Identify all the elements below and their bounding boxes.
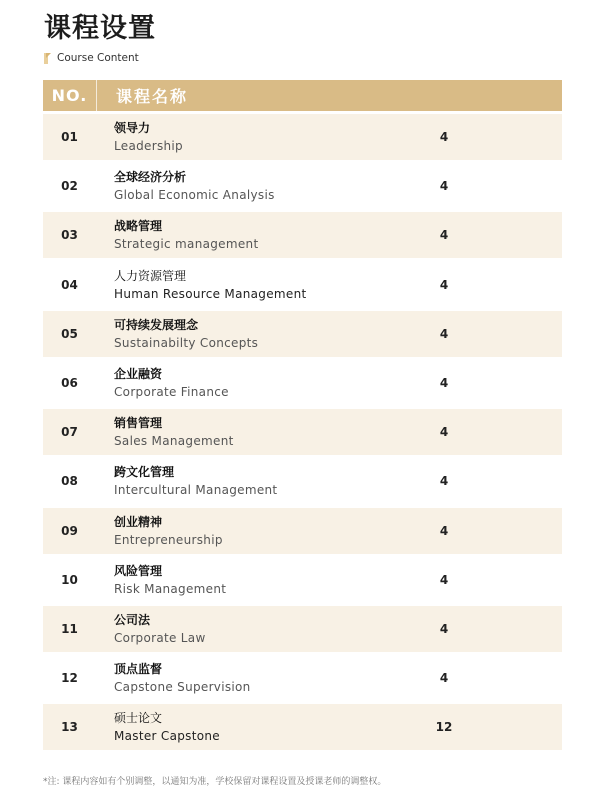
course-number: 03 <box>61 228 78 243</box>
course-credits: 4 <box>439 572 449 587</box>
table-row <box>43 557 562 603</box>
course-name-cn: 企业融资 <box>114 366 163 381</box>
course-credits: 4 <box>439 375 449 390</box>
course-name-cn: 创业精神 <box>114 514 163 529</box>
course-name <box>114 508 223 554</box>
course-number: 11 <box>61 621 78 636</box>
course-name <box>114 409 234 455</box>
table-row <box>43 163 562 209</box>
table-header <box>43 80 562 111</box>
course-name <box>114 557 226 603</box>
course-credits: 4 <box>439 671 449 686</box>
course-number: 10 <box>61 572 78 587</box>
course-number: 08 <box>61 474 78 489</box>
header-course-name: 课程名称 <box>116 87 189 106</box>
course-name-cn: 全球经济分析 <box>114 170 187 185</box>
course-credits: 4 <box>439 621 449 636</box>
course-table <box>43 80 562 753</box>
course-name <box>114 360 229 406</box>
course-name-cn: 风险管理 <box>114 563 163 578</box>
course-name <box>114 114 183 160</box>
course-number: 05 <box>61 326 78 341</box>
course-name <box>114 262 307 308</box>
course-number: 04 <box>61 277 78 292</box>
course-number: 12 <box>61 671 78 686</box>
course-name-cn: 顶点监督 <box>114 662 163 677</box>
course-name-en: Human Resource Management <box>114 286 307 301</box>
course-name-cn: 跨文化管理 <box>114 465 175 480</box>
course-name-cn: 战略管理 <box>114 219 163 234</box>
course-credits: 4 <box>439 425 449 440</box>
course-name-en: Risk Management <box>114 581 227 596</box>
course-name-cn: 公司法 <box>114 612 151 627</box>
table-row <box>43 212 562 258</box>
course-number: 02 <box>61 179 78 194</box>
course-name-en: Sales Management <box>114 434 234 449</box>
table-row <box>43 606 562 652</box>
course-name-cn: 人力资源管理 <box>114 268 187 283</box>
table-row <box>43 114 562 160</box>
table-row <box>43 360 562 406</box>
course-credits: 4 <box>439 326 449 341</box>
course-name-en: Leadership <box>114 139 183 153</box>
course-number: 07 <box>61 425 78 440</box>
course-credits: 12 <box>435 720 453 735</box>
course-number: 06 <box>61 375 78 390</box>
course-name <box>114 311 258 357</box>
course-credits: 4 <box>439 277 449 292</box>
course-name-cn: 领导力 <box>114 121 151 135</box>
course-name-en: Capstone Supervision <box>114 680 251 695</box>
course-credits: 4 <box>439 474 449 489</box>
course-name <box>114 606 206 652</box>
course-name-en: Sustainabilty Concepts <box>114 335 259 350</box>
subtitle <box>44 51 139 65</box>
course-name-en: Corporate Finance <box>114 384 229 399</box>
course-name <box>114 655 251 701</box>
table-row <box>43 508 562 554</box>
course-name-cn: 硕士论文 <box>114 711 163 726</box>
course-credits: 4 <box>439 523 449 538</box>
corner-mark-icon <box>44 53 51 64</box>
table-row <box>43 262 562 308</box>
course-number: 13 <box>61 720 78 735</box>
course-name <box>114 458 277 504</box>
course-credits: 4 <box>439 179 449 194</box>
course-number: 09 <box>61 523 78 538</box>
course-name-en: Entrepreneurship <box>114 532 223 547</box>
course-name-en: Intercultural Management <box>114 483 278 498</box>
course-name-cn: 销售管理 <box>114 416 163 431</box>
course-name-en: Strategic management <box>114 237 259 252</box>
course-credits: 4 <box>439 130 449 144</box>
course-name-en: Global Economic Analysis <box>114 188 275 203</box>
course-name <box>114 163 275 209</box>
page-title: 课程设置 <box>44 13 156 44</box>
table-row <box>43 704 562 750</box>
table-row <box>43 458 562 504</box>
course-name <box>114 212 258 258</box>
course-number: 01 <box>61 130 78 144</box>
table-row <box>43 409 562 455</box>
course-name-cn: 可持续发展理念 <box>114 317 199 332</box>
subtitle-text: Course Content <box>57 52 139 64</box>
header-no: NO. <box>43 80 97 111</box>
course-name-en: Master Capstone <box>114 729 220 744</box>
footnote: *注: 课程内容如有个别调整，以通知为准，学校保留对课程设置及授课老师的调整权。 <box>43 777 387 787</box>
course-credits: 4 <box>439 228 449 243</box>
table-row <box>43 655 562 701</box>
course-name-en: Corporate Law <box>114 630 206 645</box>
table-row <box>43 311 562 357</box>
course-name <box>114 704 220 750</box>
